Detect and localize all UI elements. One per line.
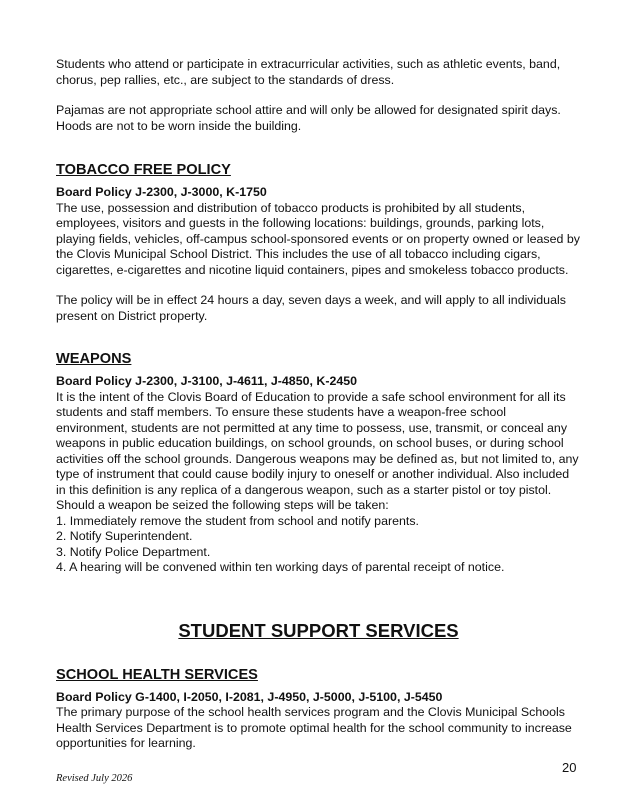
- health-heading: SCHOOL HEALTH SERVICES: [56, 666, 258, 683]
- list-item: 4. A hearing will be convened within ten working days of parental receipt of notice.: [56, 560, 505, 574]
- list-item: 1. Immediately remove the student from school and notify parents.: [56, 513, 419, 528]
- list-item: 2. Notify Superintendent.: [56, 529, 193, 543]
- weapons-steps-list: [56, 514, 581, 576]
- list-item: 3. Notify Police Department.: [56, 544, 211, 559]
- tobacco-paragraph-1: The use, possession and distribution of tobacco products is prohibited by all students, employees, visitors and guests in the following locations: buildings, grounds, parking lots, playing fields, vehicles, off-campus school-sponsored events or on property owned or leased by the Clovis Municipal School District. This includes the use of all tobacco including cigars, cigarettes, e-cigarettes and nicotine liquid containers, pipes and smokeless tobacco products.: [56, 200, 580, 277]
- student-support-heading: STUDENT SUPPORT SERVICES: [178, 619, 459, 641]
- revised-date: Revised July 2026: [56, 773, 133, 784]
- document-page: [56, 57, 581, 752]
- health-policy-ref: Board Policy G-1400, I-2050, I-2081, J-4950, J-5000, J-5100, J-5450: [56, 689, 443, 704]
- dress-paragraph-1: Students who attend or participate in extracurricular activities, such as athletic events, band, chorus, pep rallies, etc., are subject to the standards of dress.: [56, 57, 561, 87]
- tobacco-paragraph-2: The policy will be in effect 24 hours a day, seven days a week, and will apply to all individuals present on District property.: [56, 293, 566, 323]
- health-paragraph: The primary purpose of the school health services program and the Clovis Municipal Schools Health Services Department is to promote optimal health for the school community to increase opportunities for learning.: [56, 705, 572, 750]
- weapons-heading: WEAPONS: [56, 351, 132, 367]
- tobacco-policy-ref: Board Policy J-2300, J-3000, K-1750: [56, 185, 267, 199]
- tobacco-heading: TOBACCO FREE POLICY: [56, 162, 231, 178]
- page-number: 20: [562, 760, 577, 775]
- weapons-policy-ref: Board Policy J-2300, J-3100, J-4611, J-4850, K-2450: [56, 374, 358, 388]
- dress-paragraph-2: Pajamas are not appropriate school attire and will only be allowed for designated spirit days. Hoods are not to be worn inside the building.: [56, 103, 561, 133]
- weapons-paragraph: It is the intent of the Clovis Board of Education to provide a safe school environment for all its students and staff members. To ensure these students have a weapon-free school environment, students are not permitted at any time to possess, use, transmit, or conceal any weapons in public education buildings, on school grounds, on school buses, or during school activities off the school grounds. Dangerous weapons may be defined as, but not limited to, any type of instrument that could cause bodily injury to oneself or another individual. Also included in this definition is any replica of a dangerous weapon, such as a starter pistol or toy pistol. Should a weapon be seized the following steps will be taken:: [56, 389, 579, 512]
